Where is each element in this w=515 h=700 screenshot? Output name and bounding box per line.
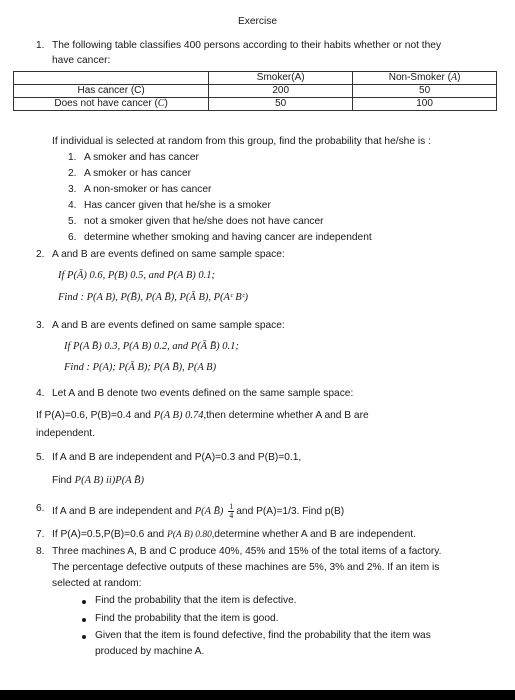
- q1-number: 1.: [36, 40, 45, 51]
- cell-nonsmoker-no-cancer: 100: [353, 98, 497, 111]
- q1-item-number: 5.: [68, 216, 77, 227]
- q3-math-given: If P(A B̄) 0.3, P(A B) 0.2, and P(Ā B̄) 0.1;: [64, 341, 239, 352]
- q7-number: 7.: [36, 529, 45, 540]
- q1-item-number: 1.: [68, 152, 77, 163]
- bullet-icon: [82, 635, 86, 639]
- q2-number: 2.: [36, 249, 45, 260]
- page-title: Exercise: [237, 16, 278, 27]
- q2-math-find: Find : P(A B), P(B̄), P(A B̄), P(Ā B), P(Aᶜ Bᶜ): [58, 292, 248, 303]
- q6-fraction: $\frac{1}{4}$: [229, 502, 234, 520]
- table-row: [14, 98, 497, 111]
- q3-math-find: Find : P(A); P(Ā B); P(A B̄), P(A B): [64, 362, 217, 373]
- bullet-icon: [82, 600, 86, 604]
- q5-find-line: Find P(A B) ii)P(A B̄): [52, 475, 144, 486]
- q1-text-line1: The following table classifies 400 persons according to their habits whether or not they: [52, 40, 442, 51]
- q1-item-text: Has cancer given that he/she is a smoker: [84, 200, 271, 211]
- q8-bullet-text: Find the probability that the item is defective.: [95, 595, 297, 606]
- q3-text: A and B are events defined on same sample space:: [52, 320, 285, 331]
- q4-line1: If P(A)=0.6, P(B)=0.4 and P(A B) 0.74,then determine whether A and B are: [36, 410, 369, 421]
- q5-number: 5.: [36, 452, 45, 463]
- q1-item-text: A smoker or has cancer: [84, 168, 192, 179]
- cell-smoker-no-cancer: 50: [209, 98, 353, 111]
- q6-number: 6.: [36, 503, 45, 514]
- cell-smoker-cancer: 200: [209, 85, 353, 98]
- q8-bullet-text: Given that the item is found defective, find the probability that the item was: [95, 630, 431, 641]
- q1-item-text: A smoker and has cancer: [84, 152, 199, 163]
- table-row: [14, 85, 497, 98]
- table-header-row: [14, 72, 497, 85]
- cell-nonsmoker-cancer: 50: [353, 85, 497, 98]
- q4-line2: independent.: [36, 428, 95, 439]
- q8-bullet-text-cont: produced by machine A.: [95, 646, 205, 657]
- q7-text: If P(A)=0.5,P(B)=0.6 and P(A B) 0.80,determine whether A and B are independent.: [52, 529, 416, 540]
- q1-item-number: 2.: [68, 168, 77, 179]
- q2-text: A and B are events defined on same sample space:: [52, 249, 285, 260]
- q4-number: 4.: [36, 388, 45, 399]
- row-label-cancer: Has cancer (C): [14, 85, 209, 98]
- q4-text: Let A and B denote two events defined on the same sample space:: [52, 388, 354, 399]
- table-header-nonsmoker: Non-Smoker $(\overline{A})$: [353, 72, 497, 85]
- q8-line3: selected at random:: [52, 578, 142, 589]
- q1-item-number: 4.: [68, 200, 77, 211]
- q1-item-text: determine whether smoking and having cancer are independent: [84, 232, 372, 243]
- q8-line2: The percentage defective outputs of these machines are 5%, 3% and 2%. If an item is: [52, 562, 440, 573]
- q8-number: 8.: [36, 546, 45, 557]
- row-label-no-cancer: Does not have cancer $(\overline{C})$: [14, 98, 209, 111]
- q8-line1: Three machines A, B and C produce 40%, 45% and 15% of the total items of a factory.: [52, 546, 442, 557]
- q1-item-text: A non-smoker or has cancer: [84, 184, 212, 195]
- q6-text: If A and B are independent and P(A B̄) $\frac{1}{4}$ and P(A)=1/3. Find p(B): [52, 502, 345, 520]
- q5-text: If A and B are independent and P(A)=0.3 and P(B)=0.1,: [52, 452, 302, 463]
- cancer-table: [13, 71, 497, 111]
- q1-item-number: 6.: [68, 232, 77, 243]
- table-header-smoker: Smoker(A): [209, 72, 353, 85]
- q8-bullet-text: Find the probability that the item is good.: [95, 613, 279, 624]
- q3-number: 3.: [36, 320, 45, 331]
- bottom-bar: [0, 690, 515, 700]
- bullet-icon: [82, 618, 86, 622]
- q1-intro: If individual is selected at random from this group, find the probability that he/she is :: [52, 136, 431, 147]
- q2-math-given: If P(Ā) 0.6, P(B) 0.5, and P(A B) 0.1;: [58, 270, 215, 281]
- q1-item-text: not a smoker given that he/she does not have cancer: [84, 216, 324, 227]
- q1-text-line2: have cancer:: [52, 55, 111, 66]
- q1-item-number: 3.: [68, 184, 77, 195]
- table-header-empty: [14, 72, 209, 85]
